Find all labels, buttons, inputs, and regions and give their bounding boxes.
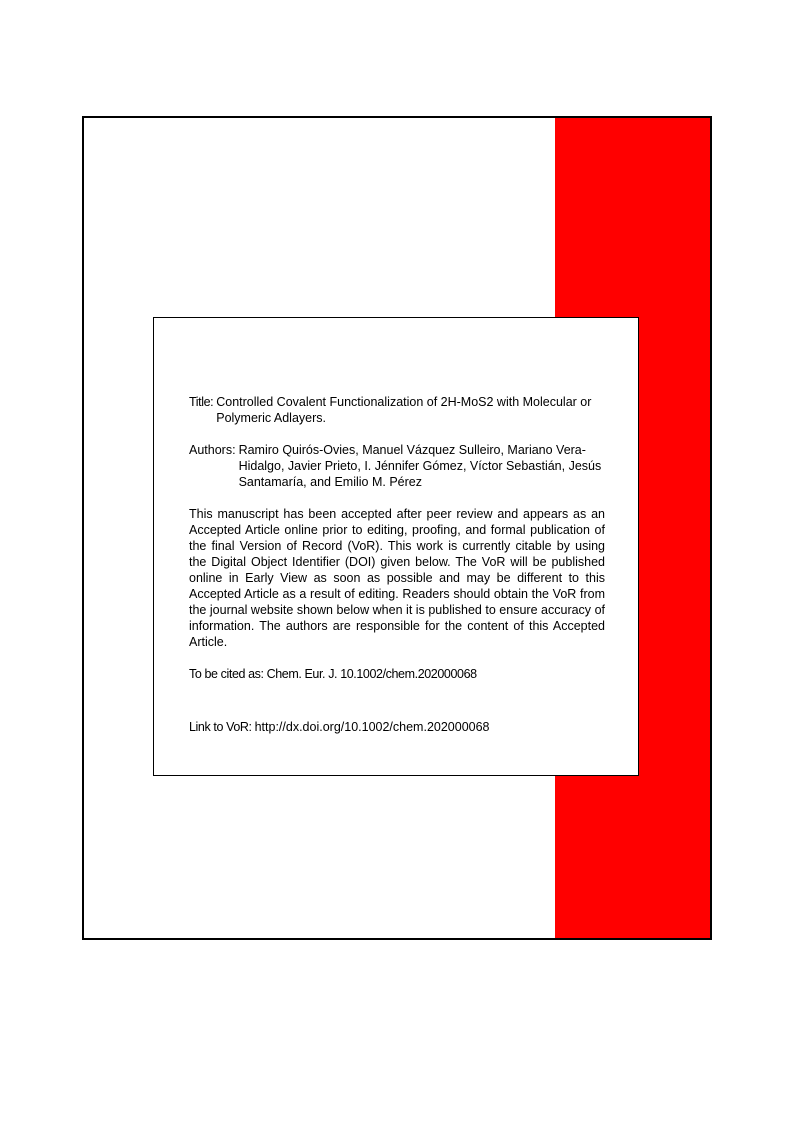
- link-label: Link to VoR:: [189, 720, 252, 734]
- accepted-article-notice: This manuscript has been accepted after peer review and appears as an Accepted Article online prior to editing, proofing, and formal publication of the final Version of Record (VoR). This work is currently citable by using the Digital Object Identifier (DOI) given below. The VoR will be published online in Early View as soon as possible and may be different to this Accepted Article as a result of editing. Readers should obtain the VoR from the journal website shown below when it is published to ensure accuracy of information. The authors are responsible for the content of this Accepted Article.: [189, 507, 605, 649]
- authors-list: Ramiro Quirós-Ovies, Manuel Vázquez Sulleiro, Mariano Vera-Hidalgo, Javier Prieto, I. Jénnifer Gómez, Víctor Sebastián, Jesús Santamaría, and Emilio M. Pérez: [238, 443, 602, 489]
- title-row: [189, 394, 605, 426]
- authors-row: [189, 442, 605, 490]
- citation-value: Chem. Eur. J. 10.1002/chem.202000068: [266, 667, 477, 681]
- title-label: Title:: [189, 395, 214, 409]
- article-info: [189, 394, 605, 735]
- citation-label: To be cited as:: [189, 667, 264, 681]
- authors-label: Authors:: [189, 443, 236, 457]
- citation-row: [189, 666, 605, 682]
- link-row: [189, 719, 605, 735]
- accepted-article-box: [153, 317, 639, 776]
- doi-link[interactable]: http://dx.doi.org/10.1002/chem.202000068: [254, 720, 490, 734]
- article-title: Controlled Covalent Functionalization of 2H-MoS2 with Molecular or Polymeric Adlayers.: [216, 395, 592, 425]
